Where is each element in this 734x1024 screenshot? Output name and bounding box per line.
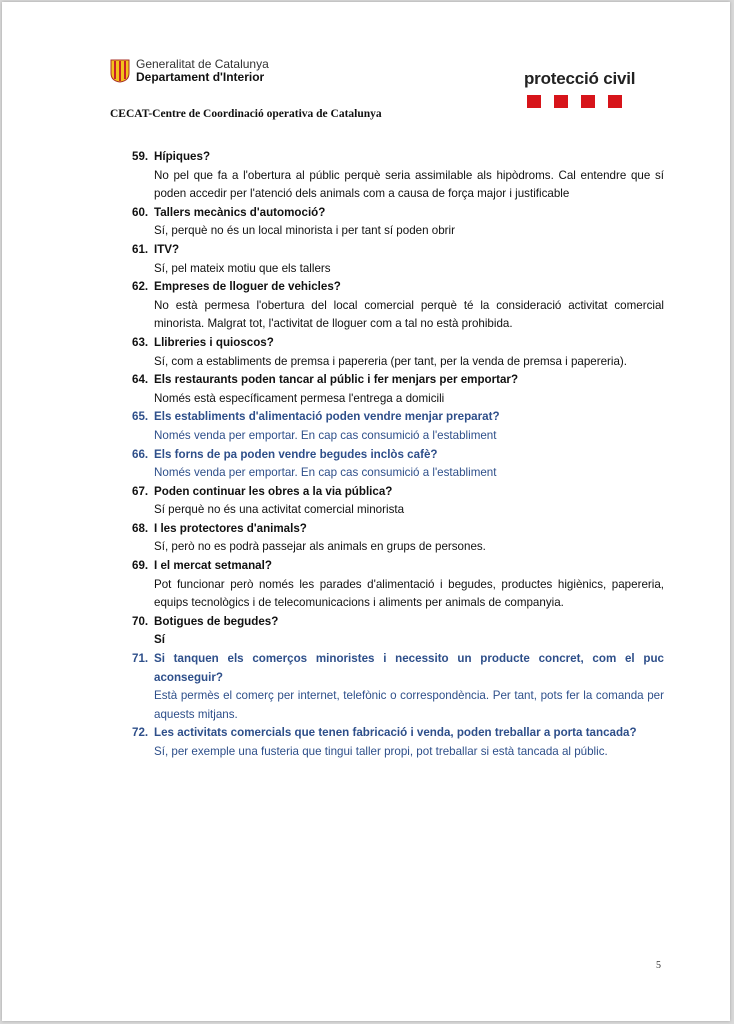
faq-number: 60. [132, 205, 149, 219]
proteccio-civil-logo [524, 70, 664, 108]
question-text: I les protectores d'animals? [154, 521, 307, 535]
faq-number: 64. [132, 373, 149, 387]
faq-item [132, 520, 664, 557]
faq-answer: Pot funcionar però només les parades d'alimentació i begudes, productes higiènics, papereria, equips tecnològics i de telecomunicacions i aliments per animals de companyia. [154, 577, 664, 610]
faq-answer: Sí, pel mateix motiu que els tallers [154, 261, 331, 275]
faq-number: 62. [132, 280, 149, 294]
faq-number: 67. [132, 484, 149, 498]
brand-squares [524, 95, 664, 108]
faq-number: 72. [132, 726, 149, 740]
question-text: Poden continuar les obres a la via pública? [154, 484, 393, 498]
question-text: ITV? [154, 242, 180, 256]
faq-item [132, 148, 664, 204]
faq-number: 66. [132, 447, 149, 461]
header-subtitle: CECAT-Centre de Coordinació operativa de Catalunya [110, 108, 382, 120]
question-text: Hípiques? [154, 150, 211, 163]
faq-item [132, 204, 664, 241]
faq-answer: Sí perquè no és una activitat comercial minorista [154, 503, 405, 517]
faq-answer: Sí [154, 633, 165, 647]
document-page [2, 2, 730, 1021]
faq-question [132, 241, 664, 260]
faq-item-highlighted [132, 446, 664, 483]
faq-answer: Sí, però no es podrà passejar als animals en grups de persones. [154, 540, 486, 554]
question-text: Si tanquen els comerços minoristes i necessito un producte concret, com el puc aconseguir? [154, 652, 664, 684]
page-number: 5 [656, 960, 661, 971]
faq-question [132, 408, 664, 427]
question-text: Botigues de begudes? [154, 614, 279, 628]
brand-title: protecció civil [524, 69, 636, 88]
faq-number: 68. [132, 521, 149, 535]
faq-question [132, 148, 664, 167]
question-text: Empreses de lloguer de vehicles? [154, 280, 341, 294]
faq-answer: No està permesa l'obertura del local comercial perquè té la consideració activitat comercial minorista. Malgrat tot, l'activitat de lloguer com a tal no està prohibida. [154, 298, 664, 331]
question-text: Les activitats comercials que tenen fabricació i venda, poden treballar a porta tancada? [154, 726, 637, 740]
faq-question [132, 520, 664, 539]
faq-number: 61. [132, 242, 149, 256]
brand-square [554, 95, 568, 108]
faq-answer: Només venda per emportar. En cap cas consumició a l'establiment [154, 466, 497, 480]
question-text: Els establiments d'alimentació poden vendre menjar preparat? [154, 410, 500, 424]
brand-square [608, 95, 622, 108]
question-text: Llibreries i quioscos? [154, 335, 274, 349]
faq-answer: Sí, per exemple una fusteria que tingui taller propi, pot treballar si està tancada al públic. [154, 745, 608, 758]
faq-question [132, 334, 664, 353]
brand-square [527, 95, 541, 108]
faq-question [132, 650, 664, 687]
faq-number: 69. [132, 559, 149, 573]
faq-number: 71. [132, 652, 149, 666]
senyera-shield-icon [110, 59, 130, 83]
faq-number: 59. [132, 150, 149, 163]
brand-square [581, 95, 595, 108]
faq-question [132, 204, 664, 223]
faq-item [132, 483, 664, 520]
faq-item [132, 241, 664, 278]
faq-item-highlighted [132, 650, 664, 724]
faq-question [132, 371, 664, 390]
faq-number: 70. [132, 614, 149, 628]
faq-answer: Sí, perquè no és un local minorista i per tant sí poden obrir [154, 224, 455, 238]
faq-question [132, 557, 664, 576]
faq-item-highlighted [132, 408, 664, 445]
faq-item [132, 613, 664, 650]
faq-number: 65. [132, 410, 149, 424]
question-text: Tallers mecànics d'automoció? [154, 205, 326, 219]
faq-answer: Està permès el comerç per internet, telefònic o correspondència. Per tant, pots fer la comanda per aquests mitjans. [154, 689, 664, 721]
org-name: Generalitat de Catalunya [136, 57, 269, 71]
question-text: I el mercat setmanal? [154, 559, 272, 573]
faq-question [132, 613, 664, 632]
faq-answer: Sí, com a establiments de premsa i papereria (per tant, per la venda de premsa i papereria). [154, 354, 628, 368]
faq-question [132, 446, 664, 465]
faq-answer: Només venda per emportar. En cap cas consumició a l'establiment [154, 428, 497, 442]
faq-answer: Només està específicament permesa l'entrega a domicili [154, 391, 445, 405]
faq-item [132, 371, 664, 408]
faq-question [132, 483, 664, 502]
faq-question [132, 278, 664, 297]
department-name: Departament d'Interior [136, 70, 265, 84]
faq-item-highlighted [132, 724, 664, 761]
faq-item [132, 557, 664, 613]
faq-number: 63. [132, 335, 149, 349]
faq-answer: No pel que fa a l'obertura al públic perquè seria assimilable als hipòdroms. Cal entendre que sí poden accedir per l'atenció dels animals com a causa de força major i justificable [154, 168, 664, 201]
question-text: Els forns de pa poden vendre begudes inclòs cafè? [154, 447, 438, 461]
generalitat-logo [110, 58, 269, 84]
faq-item [132, 278, 664, 334]
faq-question [132, 724, 664, 743]
faq-list [132, 148, 664, 762]
question-text: Els restaurants poden tancar al públic i fer menjars per emportar? [154, 373, 519, 387]
faq-item [132, 334, 664, 371]
